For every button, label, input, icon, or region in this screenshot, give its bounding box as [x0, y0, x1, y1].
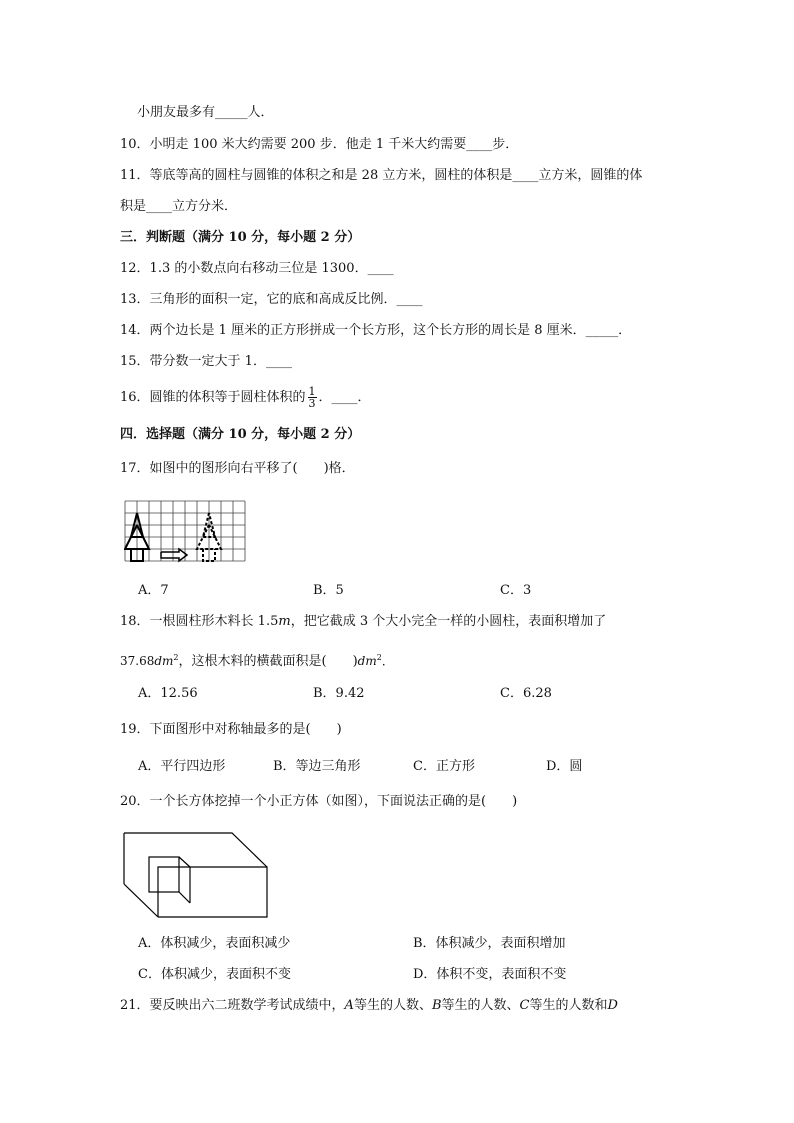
grade-b: B — [431, 998, 442, 1013]
fraction-numerator: 1 — [308, 385, 316, 398]
grade-d: D — [607, 998, 618, 1013]
q19-option-d[interactable]: D．圆 — [546, 759, 583, 774]
question-16 — [120, 386, 371, 409]
grade-a: A — [344, 998, 354, 1013]
q20-option-a[interactable]: A．体积减少，表面积减少 — [138, 936, 291, 951]
q17-option-a[interactable]: A．7 — [138, 583, 169, 598]
q20-option-b[interactable]: B．体积减少，表面积增加 — [413, 936, 566, 951]
question-16-text: 16．圆锥的体积等于圆柱体积的 — [120, 390, 306, 405]
question-10: 10．小明走 100 米大约需要 200 步．他走 1 千米大约需要____步． — [120, 137, 519, 152]
question-18-line2 — [120, 648, 394, 672]
q18-option-a[interactable]: A．12.56 — [138, 686, 198, 701]
question-15: 15．带分数一定大于 1．____ — [120, 354, 292, 369]
question-17: 17．如图中的图形向右平移了( )格． — [120, 461, 355, 476]
q18-option-b[interactable]: B．9.42 — [313, 686, 365, 701]
q17-option-b[interactable]: B．5 — [313, 583, 344, 598]
grid-translation-figure — [124, 500, 246, 570]
q17-option-c[interactable]: C．3 — [500, 583, 532, 598]
superscript-2: 2 — [376, 653, 382, 662]
q20-option-d[interactable]: D．体积不变，表面积不变 — [413, 967, 567, 982]
q21-text-b: 等生的人数、 — [353, 998, 432, 1013]
q20-option-c[interactable]: C．体积减少，表面积不变 — [138, 967, 291, 982]
q21-text-a: 21．要反映出六二班数学考试成绩中， — [120, 998, 345, 1013]
unit-dm-squared: dm — [154, 654, 174, 668]
fraction-one-third — [308, 386, 317, 409]
q19-option-c[interactable]: C．正方形 — [413, 759, 475, 774]
q18-text-b: ，把它截成 3 个大小完全一样的小圆柱，表面积增加了 — [290, 614, 607, 629]
section-3-heading: 三．判断题（满分 10 分，每小题 2 分） — [120, 230, 361, 245]
q21-text-d: 等生的人数和 — [529, 998, 608, 1013]
q9-continuation: 小朋友最多有_____人． — [137, 105, 274, 120]
question-16-blank: ．____． — [318, 390, 371, 405]
q18-text-c: ，这根木料的横截面积是( ) — [178, 654, 358, 669]
section-4-heading: 四．选择题（满分 10 分，每小题 2 分） — [120, 427, 361, 442]
q18-text-d: ． — [381, 654, 394, 668]
q18-text-a: 18．一根圆柱形木料长 1.5 — [120, 614, 279, 629]
question-11-line2: 积是____立方分米． — [120, 199, 238, 214]
unit-meter: m — [278, 614, 291, 629]
question-12: 12．1.3 的小数点向右移动三位是 1300．____ — [120, 261, 394, 276]
question-21 — [120, 996, 618, 1016]
question-19: 19．下面图形中对称轴最多的是( ) — [120, 722, 342, 737]
question-14: 14．两个边长是 1 厘米的正方形拼成一个长方形，这个长方形的周长是 8 厘米．_____． — [120, 323, 632, 338]
superscript-2: 2 — [173, 653, 179, 662]
q21-text-c: 等生的人数、 — [441, 998, 520, 1013]
q19-option-b[interactable]: B．等边三角形 — [273, 759, 361, 774]
q19-option-a[interactable]: A．平行四边形 — [138, 759, 226, 774]
q18-value: 37.68 — [120, 654, 155, 668]
fraction-denominator: 3 — [308, 397, 316, 410]
question-11-line1: 11．等底等高的圆柱与圆锥的体积之和是 28 立方米，圆柱的体积是____立方米，圆锥的体 — [120, 168, 643, 183]
q18-option-c[interactable]: C．6.28 — [500, 686, 552, 701]
unit-dm-squared: dm — [357, 654, 377, 668]
grade-c: C — [519, 998, 530, 1013]
question-20: 20．一个长方体挖掉一个小正方体（如图），下面说法正确的是( ) — [120, 794, 518, 809]
question-13: 13．三角形的面积一定，它的底和高成反比例．____ — [120, 292, 423, 307]
cuboid-cutout-figure — [122, 831, 272, 923]
question-18-line1 — [120, 612, 606, 632]
